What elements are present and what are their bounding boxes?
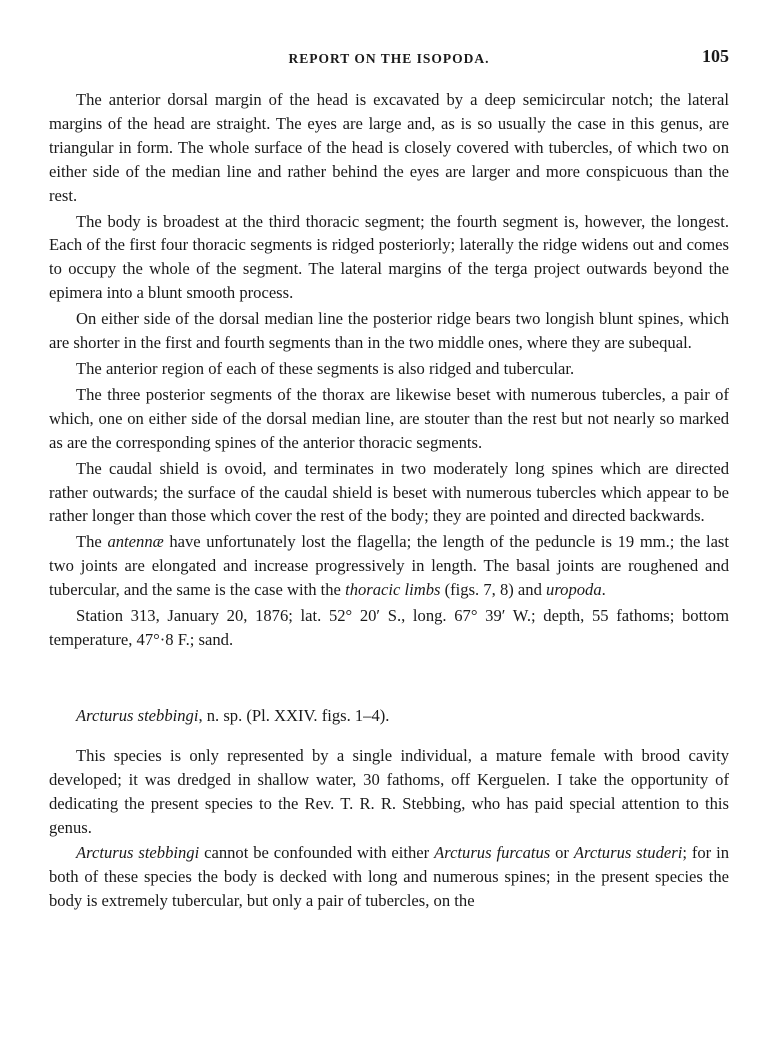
paragraph-antennae: [49, 530, 729, 602]
running-title: REPORT ON THE ISOPODA.: [288, 51, 490, 66]
paragraph-species-comparison: [49, 841, 729, 913]
running-header: [49, 46, 729, 70]
paragraph-anterior-region: The anterior region of each of these segments is also ridged and tubercular.: [76, 358, 575, 378]
paragraph-station: Station 313, January 20, 1876; lat. 52° 20′ S., long. 67° 39′ W.; depth, 55 fathoms; bottom temperature, 47°·8 F.; sand.: [49, 606, 729, 649]
species-heading-rest: , n. sp. (Pl. XXIV. figs. 1–4).: [198, 705, 390, 725]
paragraph-posterior-segments: The three posterior segments of the thorax are likewise beset with numerous tubercles, a pair of which, one on either side of the dorsal median line, are stouter than the rest but not nearly so marked as are the corresponding spines of the anterior thoracic segments.: [49, 384, 729, 452]
antennae-lead: The: [76, 532, 108, 552]
paragraph-species-intro: This species is only represented by a single individual, a mature female with brood cavity developed; it was dredged in shallow water, 30 fathoms, off Kerguelen. I take the opportunity of dedicating the present species to the Rev. T. R. R. Stebbing, who has paid special attention to this genus.: [49, 745, 729, 837]
antennae-term: antennæ: [107, 532, 164, 552]
antennae-end: .: [601, 580, 606, 600]
species-heading-name: Arcturus stebbingi: [76, 705, 199, 725]
paragraph-head: The anterior dorsal margin of the head is excavated by a deep semicircular notch; the lateral margins of the head are straight. The eyes are large and, as is so usually the case in this genus, are triangular in form. The whole surface of the head is closely covered with tubercles, of which two on either side of the median line and rather behind the eyes are larger and more conspicuous than the rest.: [49, 90, 729, 205]
antennae-text: have unfortunately lost the flagella; the length of the peduncle is 19 mm.; the last two joints are elongated and increase progressively in length. The basal joints are roughened and tubercular, and the same is the case with the: [49, 532, 729, 600]
uropoda-term: uropoda: [546, 580, 602, 600]
comparison-text-1: cannot be confounded with either: [199, 843, 435, 863]
species-heading: [49, 704, 729, 728]
paragraph-body: The body is broadest at the third thoracic segment; the fourth segment is, however, the longest. Each of the first four thoracic segments is ridged posteriorly; laterally the ridge widens out and comes to occupy the whole of the segment. The lateral margins of the terga project outwards beyond the epimera into a blunt smooth process.: [49, 211, 729, 303]
comparison-species-name: Arcturus stebbingi: [76, 843, 200, 863]
furcatus-name: Arcturus furcatus: [434, 843, 551, 863]
page-number: 105: [702, 46, 729, 66]
studeri-name: Arcturus studeri: [573, 843, 683, 863]
figs-reference: (figs. 7, 8) and: [440, 580, 547, 600]
comparison-text-2: or: [550, 843, 574, 863]
paragraph-caudal-shield: The caudal shield is ovoid, and terminates in two moderately long spines which are directed rather outwards; the surface of the caudal shield is beset with numerous tubercles which appear to be rather longer than those which cover the rest of the body; they are pointed and directed backwards.: [49, 458, 729, 526]
body-text: [49, 88, 729, 913]
species-section: [49, 744, 729, 913]
comparison-text-3: ; for in both of these species the body is decked with long and numerous spines; in the present species the body is extremely tubercular, but only a pair of tubercles, on the: [49, 843, 729, 911]
thoracic-limbs-term: thoracic limbs: [345, 580, 441, 600]
paragraph-spines: On either side of the dorsal median line the posterior ridge bears two longish blunt spines, which are shorter in the first and fourth segments than in the two middle ones, where they are subequal.: [49, 309, 729, 353]
